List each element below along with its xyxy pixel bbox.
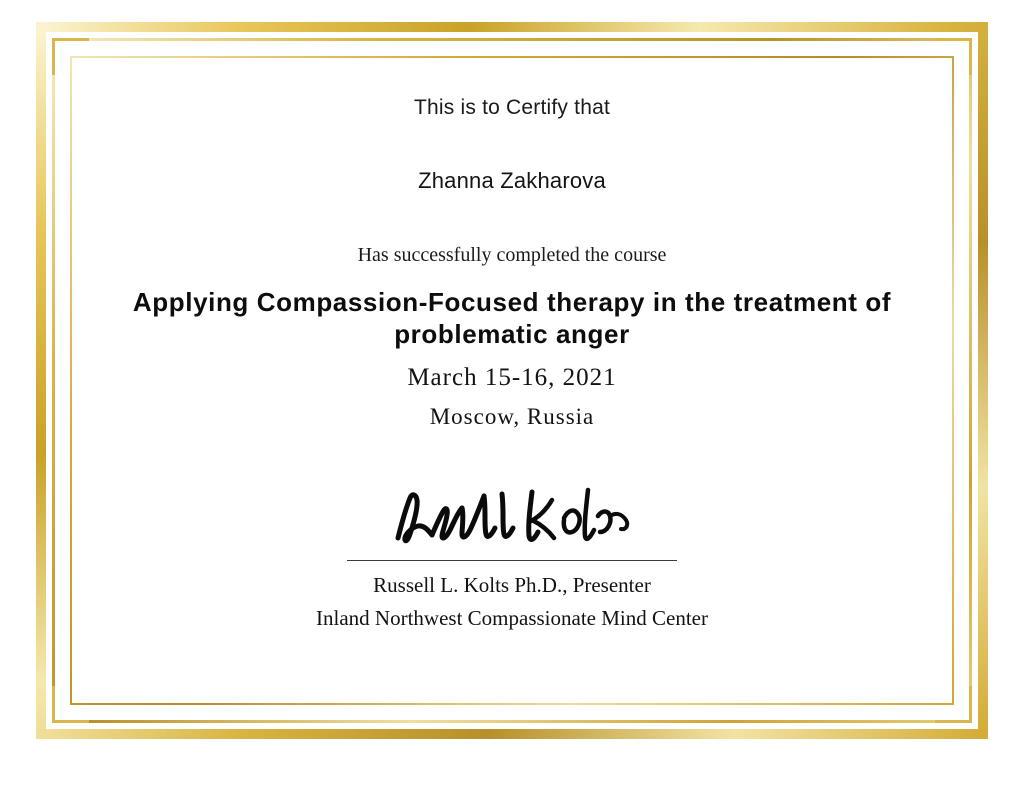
intro-line: This is to Certify that — [414, 96, 610, 119]
presenter-name: Russell L. Kolts Ph.D., Presenter — [373, 573, 651, 597]
recipient-name: Zhanna Zakharova — [418, 168, 606, 193]
course-location: Moscow, Russia — [429, 404, 595, 430]
signature-block — [232, 480, 792, 631]
corner-ornament-bottom-left — [52, 686, 89, 723]
course-date: March 15-16, 2021 — [407, 364, 617, 392]
corner-ornament-top-right — [935, 38, 972, 75]
course-title: Applying Compassion-Focused therapy in the treatment of problematic anger — [132, 287, 892, 349]
corner-ornament-bottom-right — [935, 686, 972, 723]
organization-name: Inland Northwest Compassionate Mind Center — [316, 606, 708, 630]
completion-line: Has successfully completed the course — [357, 244, 667, 266]
corner-ornament-top-left — [52, 38, 89, 75]
signature-line — [347, 560, 677, 561]
handwritten-signature-icon — [232, 480, 792, 554]
certificate-content — [90, 76, 934, 691]
